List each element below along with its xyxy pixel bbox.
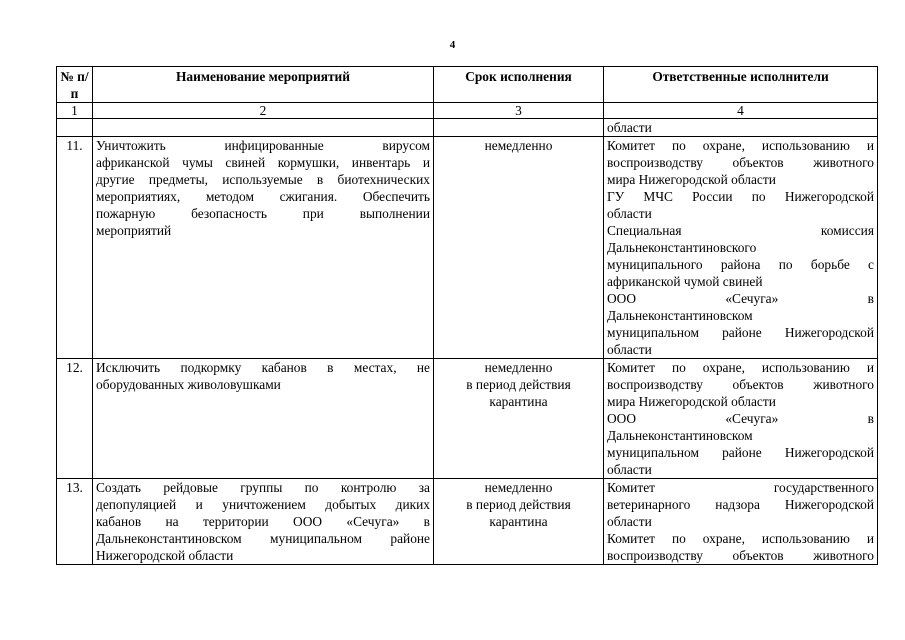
term-line: в период действия: [466, 377, 571, 392]
measure-cell: [93, 359, 434, 479]
executor-line: Специальная комиссия: [607, 223, 874, 238]
col-number-1: 1: [57, 103, 93, 119]
executor-line: области: [607, 342, 652, 357]
measure-line: африканской чумы свиней кормушки, инвентарь и: [96, 155, 430, 170]
measure-cell: [93, 479, 434, 565]
term-cell: [434, 137, 604, 359]
measure-line: Уничтожить инфицированные вирусом: [96, 138, 430, 153]
term-cell: [434, 479, 604, 565]
measure-cell: [93, 137, 434, 359]
executor-line: мира Нижегородской области: [607, 172, 776, 187]
col-number-3: 3: [434, 103, 604, 119]
executors-cell: [604, 137, 878, 359]
executor-line: Комитет государственного: [607, 480, 874, 495]
executor-line: ГУ МЧС России по Нижегородской: [607, 189, 874, 204]
executor-line: ООО «Сечуга» в: [607, 411, 874, 426]
term-line: карантина: [489, 514, 548, 529]
term-line: немедленно: [484, 138, 553, 153]
executor-line: воспроизводству объектов животного: [607, 155, 874, 170]
col-number-2: 2: [93, 103, 434, 119]
measure-line: пожарную безопасность при выполнении: [96, 206, 430, 221]
executor-line: области: [607, 462, 652, 477]
row-number: 13.: [57, 479, 93, 565]
executor-line: ООО «Сечуга» в: [607, 291, 874, 306]
row-number: 11.: [57, 137, 93, 359]
executor-line: мира Нижегородской области: [607, 394, 776, 409]
measure-line: оборудованных живоловушками: [96, 377, 281, 392]
measures-table: [56, 66, 878, 565]
row-number: 12.: [57, 359, 93, 479]
continuation-row: [57, 119, 878, 137]
col-number-4: 4: [604, 103, 878, 119]
header-row: [57, 67, 878, 103]
executor-line: области: [607, 514, 652, 529]
executor-line: Комитет по охране, использованию и: [607, 360, 874, 375]
executor-line: Комитет по охране, использованию и: [607, 531, 874, 546]
table-row: [57, 479, 878, 565]
column-number-row: [57, 103, 878, 119]
measure-line: мероприятиях, методом сжигания. Обеспечить: [96, 189, 430, 204]
term-line: карантина: [489, 394, 548, 409]
executor-line: африканской чумой свиней: [607, 274, 763, 289]
page-number: 4: [449, 39, 456, 51]
executor-line: Дальнеконстантиновском: [607, 308, 753, 323]
measure-line: другие предметы, используемые в биотехнических: [96, 172, 430, 187]
executor-line: воспроизводству объектов животного: [607, 377, 874, 392]
executor-line: Дальнеконстантиновского: [607, 240, 757, 255]
executor-line: муниципальном районе Нижегородской: [607, 325, 874, 340]
measure-line: Дальнеконстантиновском муниципальном районе: [96, 531, 430, 546]
term-line: немедленно: [484, 360, 553, 375]
executor-line: муниципальном районе Нижегородской: [607, 445, 874, 460]
term-line: немедленно: [484, 480, 553, 495]
executor-line: Дальнеконстантиновском: [607, 428, 753, 443]
term-cell: [434, 359, 604, 479]
continuation-executors: области: [604, 119, 878, 137]
executors-cell: [604, 479, 878, 565]
header-num: № п/п: [57, 67, 93, 103]
measure-line: кабанов на территории ООО «Сечуга» в: [96, 514, 430, 529]
executor-line: Комитет по охране, использованию и: [607, 138, 874, 153]
table-row: [57, 359, 878, 479]
header-term: Срок исполнения: [434, 67, 604, 103]
measure-line: депопуляцией и уничтожением добытых диких: [96, 497, 430, 512]
term-line: в период действия: [466, 497, 571, 512]
header-executors: Ответственные исполнители: [604, 67, 878, 103]
executors-cell: [604, 359, 878, 479]
executor-line: муниципального района по борьбе с: [607, 257, 874, 272]
measure-line: Нижегородской области: [96, 548, 234, 563]
measure-line: мероприятий: [96, 223, 172, 238]
executor-line: области: [607, 206, 652, 221]
table-row: [57, 137, 878, 359]
header-measures: Наименование мероприятий: [93, 67, 434, 103]
measure-line: Создать рейдовые группы по контролю за: [96, 480, 430, 495]
measure-line: Исключить подкормку кабанов в местах, не: [96, 360, 430, 375]
executor-line: ветеринарного надзора Нижегородской: [607, 497, 874, 512]
executor-line: воспроизводству объектов животного: [607, 548, 874, 563]
